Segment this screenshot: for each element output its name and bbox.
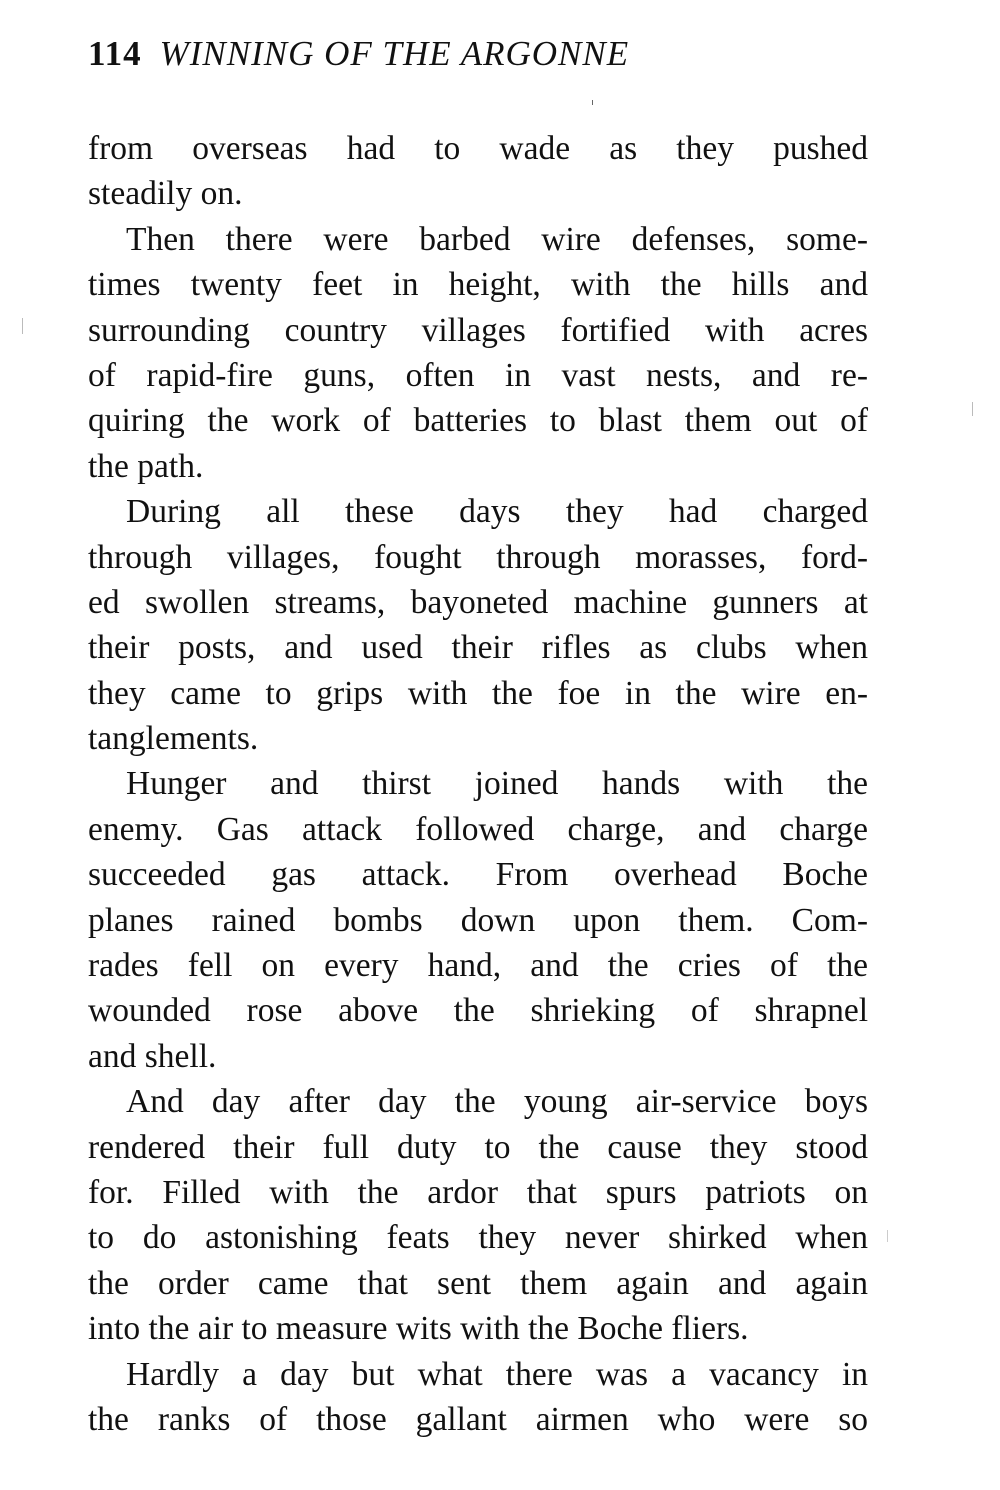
text-line: rendered their full duty to the cause they stood [88,1128,868,1166]
text-line: wounded rose above the shrieking of shrapnel [88,992,868,1030]
text-line: to do astonishing feats they never shirked when [88,1219,868,1257]
text-line: Then there were barbed wire defenses, some- [126,220,868,258]
text-line: During all these days they had charged [126,493,868,531]
scan-speck [22,318,23,334]
text-line: Hardly a day but what there was a vacancy in [126,1355,868,1393]
text-line: they came to grips with the foe in the wire en- [88,674,868,712]
text-line: through villages, fought through morasses, ford- [88,538,868,576]
text-line: planes rained bombs down upon them. Com- [88,901,868,939]
text-line: for. Filled with the ardor that spurs patriots on [88,1173,868,1211]
text-line: steadily on. [88,175,243,213]
page-number: 114 [88,34,142,73]
scan-speck [972,402,973,416]
text-line: into the air to measure wits with the Boche fliers. [88,1310,749,1348]
text-line: the ranks of those gallant airmen who were so [88,1400,868,1438]
text-line: from overseas had to wade as they pushed [88,130,868,167]
text-line: enemy. Gas attack followed charge, and charge [88,810,868,848]
scan-speck [887,1230,888,1242]
scan-speck [592,100,593,105]
text-line: the order came that sent them again and again [88,1264,868,1302]
text-line: of rapid-fire guns, often in vast nests, and re- [88,356,868,394]
running-header [88,30,868,78]
text-line: surrounding country villages fortified with acres [88,311,868,349]
book-title: WINNING OF THE ARGONNE [159,34,630,73]
text-line: rades fell on every hand, and the cries of the [88,947,868,985]
text-line: and shell. [88,1037,217,1075]
text-line: the path. [88,447,204,485]
text-line: Hunger and thirst joined hands with the [126,765,868,803]
text-line: quiring the work of batteries to blast them out of [88,402,868,440]
text-line: tanglements. [88,720,259,758]
body-text [88,126,868,1442]
text-line: succeeded gas attack. From overhead Boche [88,856,868,894]
text-line: And day after day the young air-service boys [126,1083,868,1121]
text-line: their posts, and used their rifles as clubs when [88,629,868,667]
text-line: times twenty feet in height, with the hills and [88,266,868,304]
text-line: ed swollen streams, bayoneted machine gunners at [88,583,868,621]
